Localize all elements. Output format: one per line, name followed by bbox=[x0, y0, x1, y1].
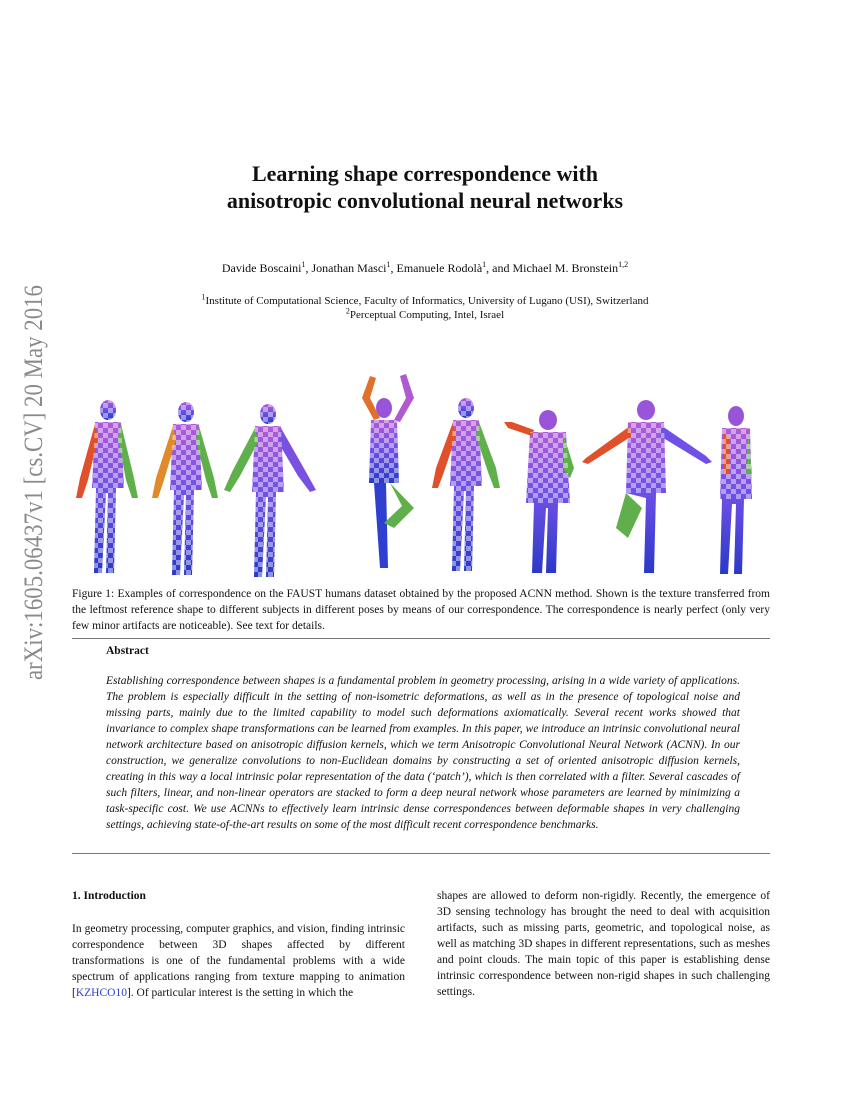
title-line-2: anisotropic convolutional neural networks bbox=[226, 188, 624, 213]
deformed-shape bbox=[582, 400, 712, 573]
author-list bbox=[80, 261, 770, 276]
divider-top bbox=[72, 638, 770, 639]
author-name: Emanuele Rodolà bbox=[396, 261, 483, 275]
citation-link[interactable]: KZHCO10 bbox=[75, 987, 127, 999]
affiliation-list bbox=[80, 294, 770, 322]
intro-left-column bbox=[72, 921, 405, 1001]
affiliation-text: Perceptual Computing, Intel, Israel bbox=[349, 309, 505, 321]
divider-bottom bbox=[72, 853, 770, 854]
author-affiliation-mark: 1 bbox=[482, 260, 487, 269]
deformed-shape bbox=[152, 402, 218, 575]
affiliation-text: Institute of Computational Science, Faculty of Informatics, University of Lugano (USI), Switzerland bbox=[205, 295, 649, 307]
author-affiliation-mark: 1,2 bbox=[618, 260, 629, 269]
affiliation-mark: 1 bbox=[201, 292, 206, 302]
affiliation-mark: 2 bbox=[345, 306, 350, 316]
arxiv-sidebar-stamp bbox=[6, 280, 56, 680]
author-name: Davide Boscaini bbox=[221, 261, 302, 275]
arxiv-stamp-text: arXiv:1605.06437v1 [cs.CV] 20 May 2016 bbox=[19, 280, 48, 680]
abstract-heading: Abstract bbox=[106, 645, 149, 657]
abstract-body: Establishing correspondence between shapes is a fundamental problem in geometry processing, arising in a wide variety of applications. The problem is especially difficult in the setting of non-isometric deformations, as well as in the presence of topological noise and missing parts, mainly due to the limited capability to model such deformations axiomatically. Several recent works showed that invariance to complex shape transformations can be learned from examples. In this paper, we introduce an intrinsic convolutional neural network architecture based on anisotropic diffusion kernels, which we term Anisotropic Convolutional Neural Network (ACNN). In our construction, we generalize convolutions to non-Euclidean domains by constructing a set of oriented anisotropic diffusion kernels, creating in this way a local intrinsic polar representation of the data (‘patch’), which is then correlated with a filter. Several cascades of such filters, linear, and non-linear operators are stacked to form a deep neural network whose parameters are learned by minimizing a task-specific cost. We use ACNNs to effectively learn intrinsic dense correspondences between deformable shapes in very challenging settings, achieving state-of-the-art results on some of the most difficult recent correspondence benchmarks. bbox=[106, 675, 740, 831]
author-affiliation-mark: 1 bbox=[301, 260, 306, 269]
affiliation-line bbox=[80, 308, 770, 322]
deformed-shape bbox=[720, 406, 752, 574]
author-separator: , bbox=[305, 261, 312, 275]
deformed-shape bbox=[362, 374, 414, 568]
affiliation-line bbox=[80, 294, 770, 308]
deformed-shape bbox=[432, 398, 500, 571]
reference-shape bbox=[76, 400, 138, 573]
intro-right-column: shapes are allowed to deform non-rigidly. Recently, the emergence of 3D sensing technology has brought the need to deal with acquisition artifacts, such as missing parts, geometric, and topological noise, as well as matching 3D shapes in different representations, such as meshes and point clouds. The main topic of this paper is establishing dense intrinsic correspondence between non-rigid shapes in such challenging settings. bbox=[437, 890, 770, 998]
figure-caption: Figure 1: Examples of correspondence on the FAUST humans dataset obtained by the proposed ACNN method. Shown is the texture transferred from the leftmost reference shape to different subjects in different poses by means of our correspondence. The correspondence is nearly perfect (only very few minor artifacts are noticeable). See text for details. bbox=[72, 588, 770, 632]
deformed-shape bbox=[224, 404, 316, 577]
paper-title bbox=[150, 160, 700, 214]
section-heading-introduction: 1. Introduction bbox=[72, 890, 146, 902]
author-separator: , bbox=[390, 261, 397, 275]
figure-1-human-shapes bbox=[68, 368, 780, 578]
author-separator: , and bbox=[486, 261, 513, 275]
intro-text: ]. Of particular interest is the setting in which the bbox=[126, 987, 354, 999]
author-affiliation-mark: 1 bbox=[386, 260, 391, 269]
author-name: Jonathan Masci bbox=[311, 261, 387, 275]
title-line-1: Learning shape correspondence with bbox=[251, 161, 599, 186]
deformed-shape bbox=[504, 410, 574, 573]
intro-text: In geometry processing, computer graphics, and vision, finding intrinsic correspondence between 3D shapes affected by different transformations is one of the fundamental problems with a wide spectrum of applications ranging from texture mapping to animation [ bbox=[72, 923, 405, 999]
author-name: Michael M. Bronstein bbox=[512, 261, 619, 275]
